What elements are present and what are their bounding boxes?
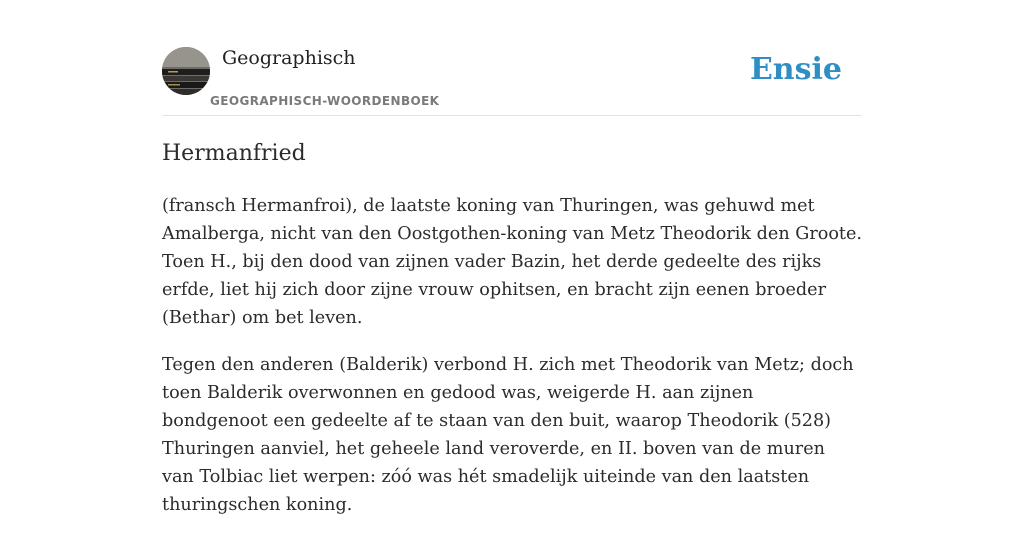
book-spines-icon: [162, 47, 210, 95]
article-body: [162, 192, 862, 538]
source-avatar[interactable]: [162, 47, 210, 95]
article-paragraph: (fransch Hermanfroi), de laatste koning van Thuringen, was gehuwd met Amalberga, nicht van den Oostgothen-koning van Metz Theodorik den Groote. Toen H., bij den dood van zijnen vader Bazin, het derde gedeelte des rijks erfde, liet hij zich door zijne vrouw ophitsen, en bracht zijn eenen broeder (Bethar) om bet leven.: [162, 196, 862, 328]
article-paragraph: Tegen den anderen (Balderik) verbond H. zich met Theodorik van Metz; doch toen Balderik overwonnen en gedood was, weigerde H. aan zijnen bondgenoot een gedeelte af te staan van den buit, waarop Theodorik (528) Thuringen aanviel, het geheele land veroverde, en II. boven van de muren van Tolbiac liet werpen: zóó was hét smadelijk uiteinde van den laatsten thuringschen koning.: [162, 355, 854, 515]
brand-logo[interactable]: Ensie: [749, 52, 842, 87]
source-slug[interactable]: GEOGRAPHISCH-WOORDENBOEK: [210, 94, 440, 108]
source-name[interactable]: Geographisch: [222, 47, 356, 69]
article-title: Hermanfried: [162, 141, 306, 166]
header-divider: [162, 115, 862, 116]
